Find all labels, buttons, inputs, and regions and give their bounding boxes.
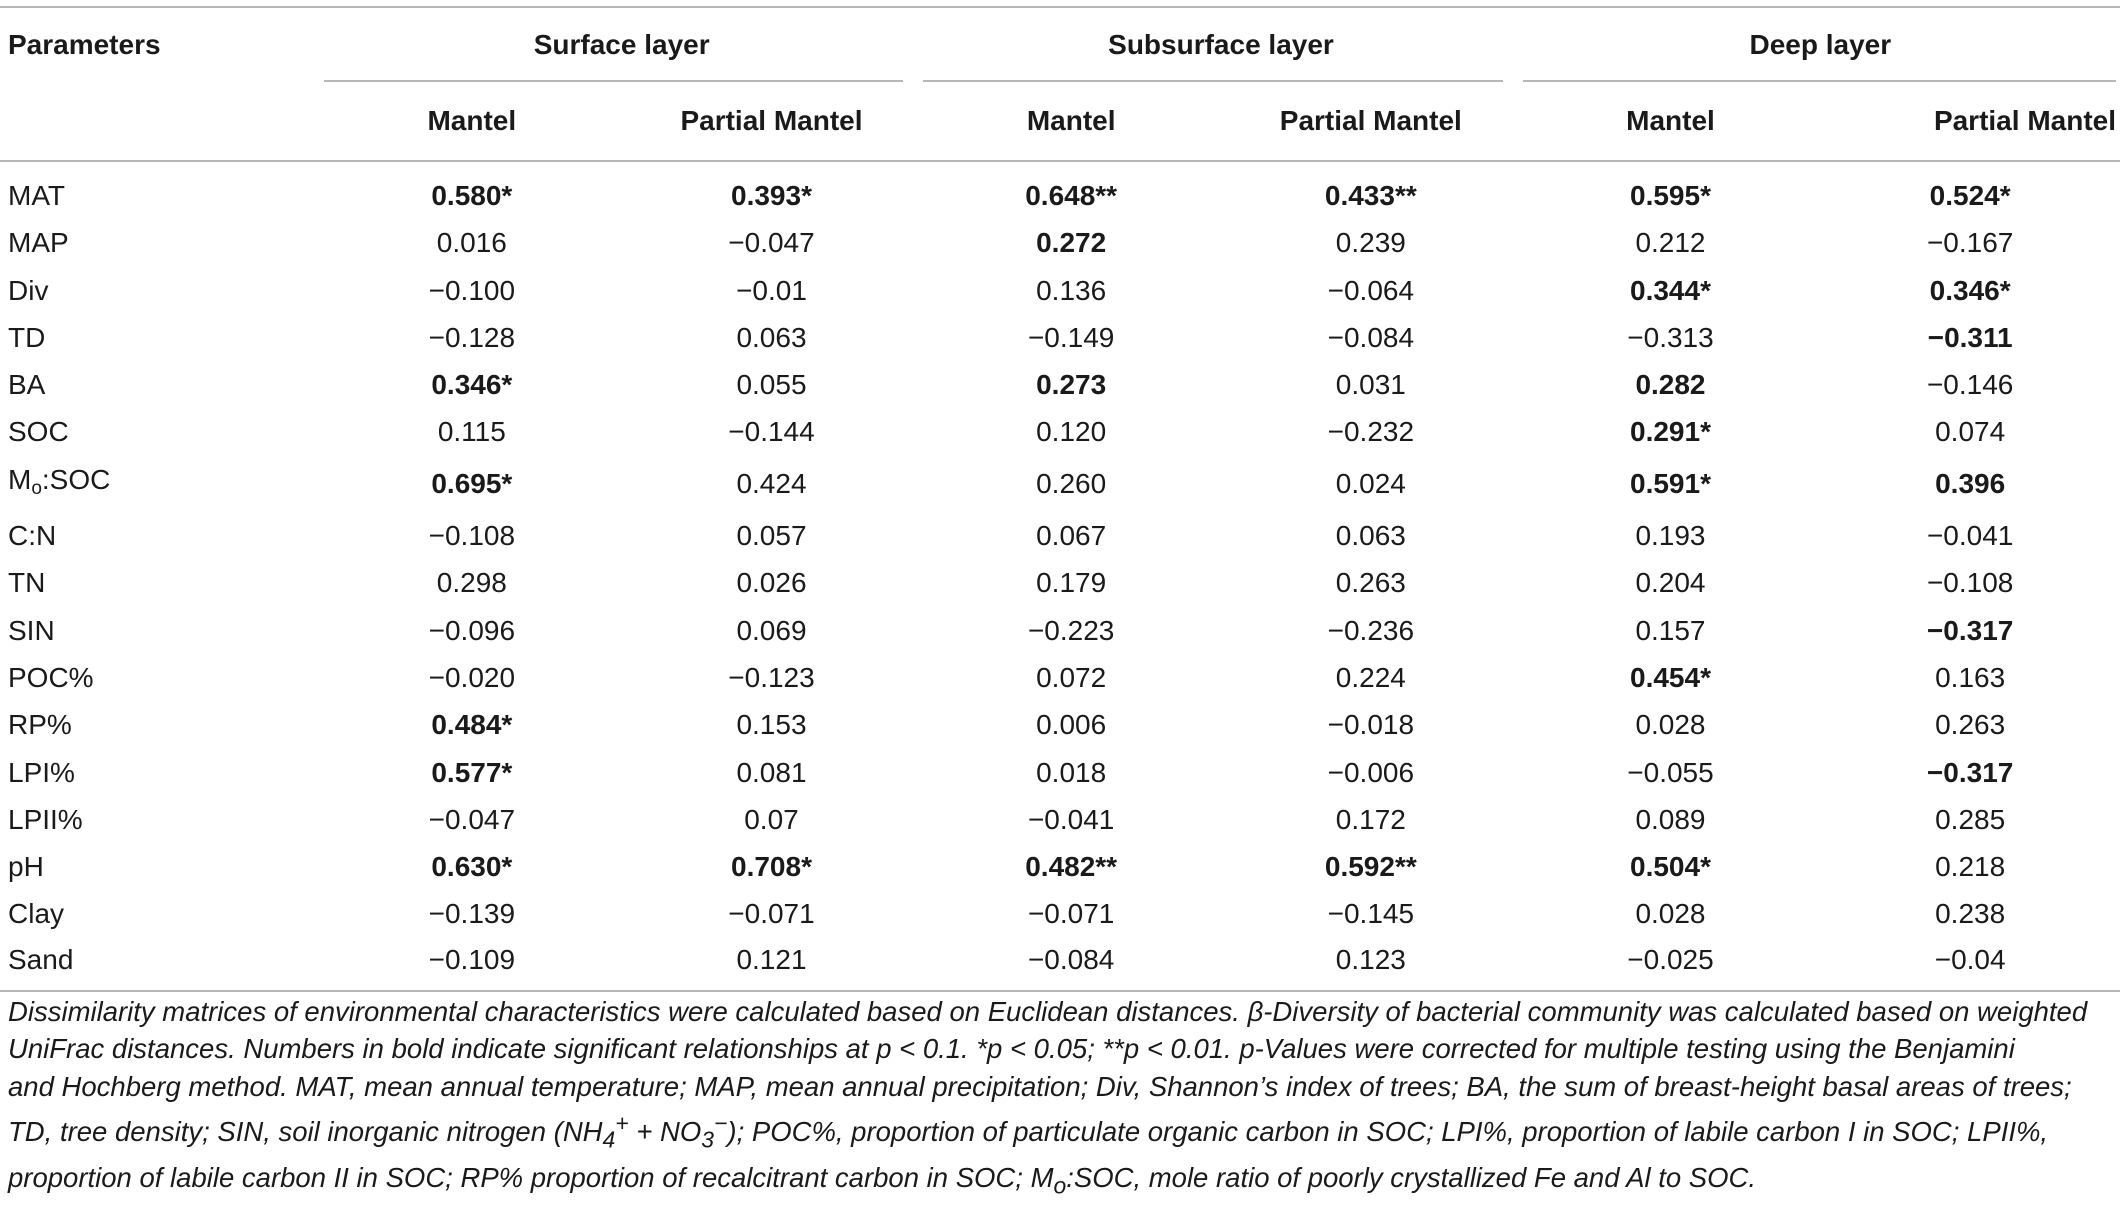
- value-cell: 0.031: [1335, 369, 1406, 401]
- parameter-cell: [0, 408, 322, 455]
- value-cell: 0.028: [1635, 898, 1706, 930]
- parameter-cell: [0, 654, 322, 701]
- parameter-cell: [0, 890, 322, 937]
- value-cell: −0.064: [1327, 274, 1415, 306]
- value-cell: 0.708*: [731, 851, 812, 883]
- value-cell: −0.047: [728, 227, 815, 259]
- footnote-text: proportion of labile carbon II in SOC; RP% proportion of recalcitrant carbon in SOC; M: [8, 1162, 1054, 1194]
- value-cell: 0.074: [1935, 416, 2006, 448]
- parameter-label: SOC: [8, 416, 69, 448]
- parameter-label: BA: [8, 369, 46, 401]
- parameter-label: SIN: [8, 614, 55, 646]
- value-cell: 0.018: [1036, 756, 1107, 788]
- table-row: [0, 219, 2120, 266]
- value-cell: 0.482**: [1025, 851, 1118, 883]
- value-cell: 0.263: [1335, 567, 1406, 599]
- value-cell: 0.344*: [1630, 274, 1711, 306]
- value-cell: −0.145: [1327, 898, 1415, 930]
- subcolumn-header: Mantel: [921, 82, 1221, 161]
- value-cell: 0.153: [736, 709, 807, 741]
- value-cell: −0.311: [1927, 321, 2013, 353]
- parameter-label: MAP: [8, 227, 69, 259]
- table-row: [0, 361, 2120, 408]
- value-cell: 0.055: [736, 369, 807, 401]
- value-cell: 0.591*: [1630, 468, 1711, 500]
- parameter-label: Div: [8, 274, 49, 306]
- footnote-text: + NO: [628, 1116, 702, 1148]
- parameter-cell: [0, 938, 322, 991]
- value-cell: 0.063: [736, 321, 807, 353]
- value-cell: 0.298: [436, 567, 507, 599]
- value-cell: −0.108: [1926, 567, 2014, 599]
- parameter-label: POC%: [8, 661, 94, 693]
- value-cell: −0.128: [428, 321, 516, 353]
- value-cell: −0.167: [1926, 227, 2014, 259]
- table-row: [0, 512, 2120, 559]
- parameter-cell: [0, 749, 322, 796]
- value-cell: −0.139: [428, 898, 516, 930]
- footnote-text: :SOC, mole ratio of poorly crystallized Fe and Al to SOC.: [1066, 1162, 1757, 1194]
- table-row: [0, 890, 2120, 937]
- value-cell: 0.504*: [1630, 851, 1711, 883]
- value-cell: −0.018: [1327, 709, 1415, 741]
- group-header-surface: [322, 7, 921, 82]
- table-row: [0, 701, 2120, 748]
- parameter-label: Sand: [8, 943, 74, 975]
- value-cell: 0.454*: [1630, 661, 1711, 693]
- footnote-line: UniFrac distances. Numbers in bold indicate significant relationships at p < 0.1. *p < 0.05; **p < 0.01. p-Values were corrected for multiple testing using the Benjamini: [8, 1033, 2015, 1065]
- table-row: [0, 843, 2120, 890]
- value-cell: 0.239: [1335, 227, 1406, 259]
- mantel-table: [0, 6, 2120, 992]
- parameters-header: Parameters: [8, 29, 161, 60]
- footnote-line: and Hochberg method. MAT, mean annual temperature; MAP, mean annual precipitation; Div, Shannon’s index of trees; BA, the sum of breast-height basal areas of trees;: [8, 1070, 2072, 1102]
- value-cell: 0.081: [736, 756, 807, 788]
- table-row: [0, 938, 2120, 991]
- value-cell: 0.393*: [731, 180, 812, 211]
- value-cell: −0.236: [1327, 614, 1415, 646]
- table-row: [0, 267, 2120, 314]
- value-cell: −0.146: [1926, 369, 2014, 401]
- parameter-cell: [0, 161, 322, 219]
- value-cell: −0.317: [1926, 756, 2014, 788]
- parameter-cell: [0, 219, 322, 266]
- value-cell: 0.016: [436, 227, 507, 259]
- value-cell: −0.084: [1327, 321, 1415, 353]
- value-cell: −0.006: [1327, 756, 1415, 788]
- table-row: [0, 654, 2120, 701]
- value-cell: 0.07: [744, 803, 799, 835]
- parameter-cell: [0, 843, 322, 890]
- subcolumn-header: Mantel: [1521, 82, 1821, 161]
- footnote-text: TD, tree density; SIN, soil inorganic nitrogen (NH: [8, 1116, 603, 1148]
- parameter-label: M: [8, 463, 32, 495]
- parameter-suffix: :SOC: [41, 463, 111, 495]
- value-cell: −0.109: [322, 938, 622, 991]
- subcolumn-header: Partial Mantel: [622, 82, 922, 161]
- value-cell: −0.149: [1027, 321, 1115, 353]
- parameter-subscript: o: [31, 477, 42, 499]
- value-cell: −0.108: [428, 520, 516, 552]
- value-cell: 0.285: [1935, 803, 2006, 835]
- value-cell: 0.089: [1635, 803, 1706, 835]
- value-cell: 0.695*: [431, 468, 513, 500]
- value-cell: 0.224: [1335, 661, 1406, 693]
- value-cell: 0.396: [1935, 468, 2006, 500]
- parameter-label: MAT: [8, 180, 66, 211]
- value-cell: 0.204: [1635, 567, 1706, 599]
- value-cell: 0.424: [736, 468, 807, 500]
- value-cell: 0.648**: [1025, 180, 1118, 211]
- value-cell: −0.232: [1327, 416, 1415, 448]
- value-cell: −0.123: [728, 661, 815, 693]
- footnote-superscript: −: [714, 1110, 728, 1137]
- value-cell: −0.055: [1627, 756, 1714, 788]
- value-cell: 0.273: [1036, 369, 1107, 401]
- value-cell: 0.291*: [1630, 416, 1711, 448]
- parameter-label: TD: [8, 321, 46, 353]
- value-cell: 0.121: [622, 938, 922, 991]
- subcolumn-header: Partial Mantel: [1221, 82, 1521, 161]
- results-table-wrapper: [0, 6, 2120, 992]
- parameter-cell: [0, 796, 322, 843]
- value-cell: 0.260: [1036, 468, 1107, 500]
- group-header-subsurface: [921, 7, 1520, 82]
- value-cell: 0.346*: [1929, 274, 2011, 306]
- table-row: [0, 314, 2120, 361]
- value-cell: 0.212: [1635, 227, 1706, 259]
- value-cell: −0.041: [1926, 520, 2014, 552]
- value-cell: 0.595*: [1630, 180, 1711, 211]
- value-cell: 0.136: [1036, 274, 1107, 306]
- table-body: [0, 161, 2120, 991]
- value-cell: 0.238: [1935, 898, 2006, 930]
- value-cell: −0.096: [428, 614, 516, 646]
- value-cell: 0.272: [1036, 227, 1107, 259]
- table-row: [0, 408, 2120, 455]
- value-cell: 0.179: [1036, 567, 1107, 599]
- subcolumn-header: Partial Mantel: [1820, 82, 2120, 161]
- value-cell: 0.263: [1935, 709, 2006, 741]
- footnote-subscript: 4: [602, 1126, 616, 1153]
- value-cell: 0.057: [736, 520, 807, 552]
- value-cell: 0.120: [1036, 416, 1107, 448]
- value-cell: 0.006: [1036, 709, 1107, 741]
- header-row-groups: [0, 7, 2120, 82]
- table-row: [0, 796, 2120, 843]
- value-cell: 0.026: [736, 567, 807, 599]
- table-footnote: [8, 993, 2118, 1205]
- value-cell: −0.01: [736, 274, 807, 306]
- table-row: [0, 161, 2120, 219]
- value-cell: 0.592**: [1324, 851, 1417, 883]
- value-cell: −0.020: [428, 661, 516, 693]
- table-row: [0, 456, 2120, 512]
- value-cell: 0.524*: [1929, 180, 2011, 211]
- value-cell: 0.067: [1036, 520, 1107, 552]
- parameter-label: pH: [8, 851, 44, 883]
- parameter-label: LPII%: [8, 803, 83, 835]
- parameter-cell: [0, 607, 322, 654]
- parameter-cell: [0, 456, 322, 512]
- value-cell: −0.084: [921, 938, 1221, 991]
- footnote-line: Dissimilarity matrices of environmental characteristics were calculated based on Euclidean distances. β-Diversity of bacterial community was calculated based on weighted: [8, 996, 2088, 1027]
- parameter-cell: [0, 361, 322, 408]
- value-cell: 0.193: [1635, 520, 1706, 552]
- value-cell: −0.071: [728, 898, 815, 930]
- parameter-cell: [0, 701, 322, 748]
- subcolumn-header: Mantel: [322, 82, 622, 161]
- table-row: [0, 749, 2120, 796]
- value-cell: 0.115: [437, 416, 506, 448]
- value-cell: 0.123: [1221, 938, 1521, 991]
- footnote-text: ); POC%, proportion of particulate organic carbon in SOC; LPI%, proportion of labile carbon I in SOC; LPII%,: [727, 1116, 2049, 1148]
- value-cell: −0.041: [1027, 803, 1115, 835]
- value-cell: 0.028: [1635, 709, 1706, 741]
- footnote-subscript: 3: [701, 1126, 715, 1153]
- parameter-label: TN: [8, 567, 46, 599]
- value-cell: 0.157: [1635, 614, 1706, 646]
- value-cell: 0.630*: [431, 851, 513, 883]
- parameter-cell: [0, 512, 322, 559]
- group-header-deep-label: Deep layer: [1749, 29, 1892, 60]
- value-cell: −0.025: [1521, 938, 1821, 991]
- value-cell: −0.071: [1027, 898, 1115, 930]
- header-row-subcolumns: [0, 82, 2120, 161]
- table-row: [0, 559, 2120, 606]
- header-blank-cell: [0, 82, 322, 161]
- value-cell: −0.317: [1926, 614, 2014, 646]
- value-cell: −0.144: [728, 416, 815, 448]
- parameter-cell: [0, 559, 322, 606]
- value-cell: 0.063: [1335, 520, 1406, 552]
- table-row: [0, 607, 2120, 654]
- value-cell: −0.223: [1027, 614, 1115, 646]
- value-cell: 0.218: [1935, 851, 2006, 883]
- value-cell: 0.346*: [431, 369, 513, 401]
- parameter-label: C:N: [8, 520, 57, 552]
- value-cell: −0.313: [1627, 321, 1714, 353]
- footnote-superscript: +: [615, 1110, 629, 1137]
- value-cell: 0.580*: [431, 180, 513, 211]
- value-cell: −0.04: [1820, 938, 2120, 991]
- value-cell: 0.072: [1036, 661, 1107, 693]
- value-cell: 0.577*: [431, 756, 513, 788]
- parameter-label: Clay: [8, 898, 65, 930]
- group-header-subsurface-label: Subsurface layer: [1108, 29, 1334, 60]
- footnote-subscript: o: [1053, 1172, 1067, 1199]
- value-cell: 0.024: [1335, 468, 1406, 500]
- group-header-surface-label: Surface layer: [533, 29, 710, 60]
- value-cell: 0.069: [736, 614, 807, 646]
- group-header-deep: [1521, 7, 2120, 82]
- value-cell: 0.433**: [1324, 180, 1417, 211]
- value-cell: −0.047: [428, 803, 516, 835]
- parameter-cell: [0, 314, 322, 361]
- value-cell: 0.172: [1335, 803, 1406, 835]
- parameter-cell: [0, 267, 322, 314]
- value-cell: 0.484*: [431, 709, 513, 741]
- footnote-line: [8, 1159, 2118, 1205]
- value-cell: −0.100: [428, 274, 516, 306]
- parameter-label: RP%: [8, 709, 72, 741]
- parameter-label: LPI%: [8, 756, 75, 788]
- value-cell: 0.282: [1635, 369, 1706, 401]
- value-cell: 0.163: [1935, 661, 2006, 693]
- footnote-line: [8, 1105, 2118, 1159]
